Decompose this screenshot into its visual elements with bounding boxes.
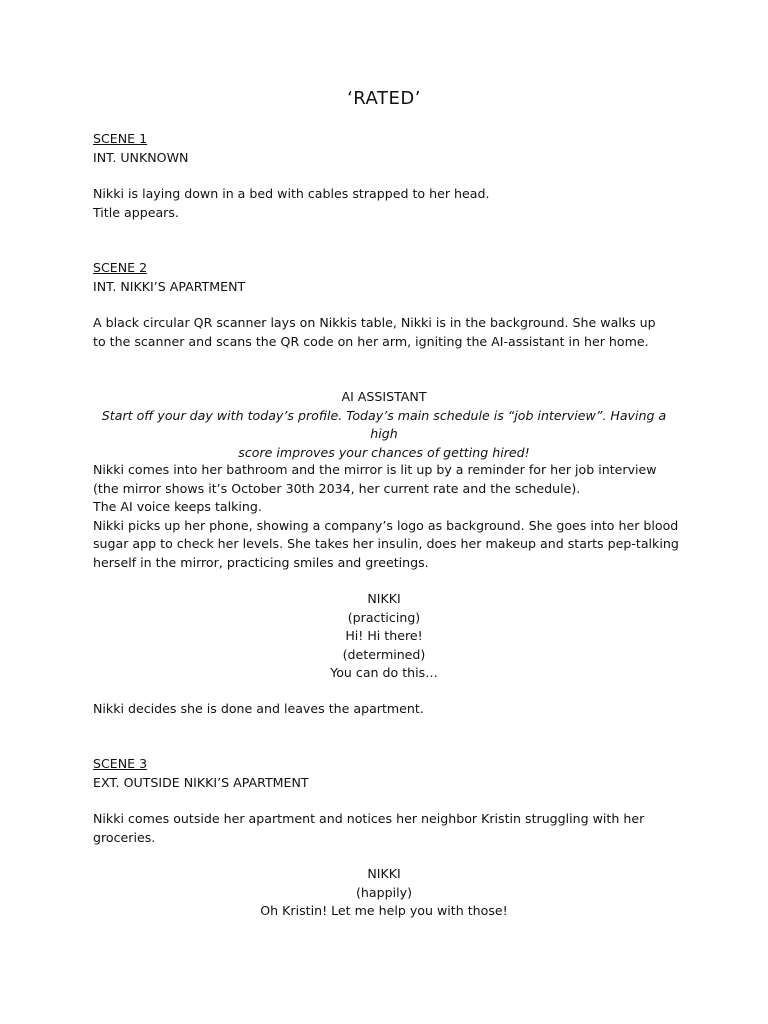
action-line: groceries.: [93, 829, 156, 845]
scene-2-action-3: [93, 700, 683, 719]
nikki-dialogue-2: [93, 865, 675, 921]
action-line: Nikki is laying down in a bed with cables strapped to her head.: [93, 186, 490, 201]
action-line: sugar app to check her levels. She takes her insulin, does her makeup and starts pep-talking: [93, 536, 679, 551]
scene-heading: SCENE 2: [93, 260, 148, 275]
character-name: NIKKI: [367, 591, 401, 606]
action-line: (the mirror shows it’s October 30th 2034, her current rate and the schedule).: [93, 480, 581, 496]
scene-slugline: INT. NIKKI’S APARTMENT: [93, 278, 246, 294]
scene-1-header: [93, 130, 683, 167]
action-line: Nikki picks up her phone, showing a company’s logo as background. She goes into her blood: [93, 517, 679, 533]
nikki-dialogue: [93, 590, 675, 683]
action-line: Nikki comes outside her apartment and notices her neighbor Kristin struggling with her: [93, 811, 645, 826]
action-line: to the scanner and scans the QR code on her arm, igniting the AI-assistant in her home.: [93, 333, 649, 349]
scene-slugline: EXT. OUTSIDE NIKKI’S APARTMENT: [93, 774, 309, 790]
character-name: AI ASSISTANT: [341, 389, 427, 404]
character-name: NIKKI: [367, 866, 401, 881]
action-line: Nikki comes into her bathroom and the mirror is lit up by a reminder for her job interview: [93, 462, 657, 477]
scene-3-header: [93, 755, 683, 792]
scene-2-action-2: [93, 461, 683, 572]
action-line: herself in the mirror, practicing smiles and greetings.: [93, 554, 429, 570]
scene-heading: SCENE 1: [93, 131, 148, 146]
parenthetical: (happily): [356, 884, 412, 900]
script-title: ‘RATED’: [347, 88, 421, 109]
parenthetical: (determined): [342, 646, 426, 662]
dialogue-line: Start off your day with today’s profile. Today’s main schedule is “job interview”. Having a high: [101, 407, 667, 441]
scene-2-action-1: [93, 314, 683, 351]
scene-3-action: [93, 810, 683, 847]
scene-2-header: [93, 259, 683, 296]
dialogue-line: You can do this…: [330, 665, 438, 680]
scene-slugline: INT. UNKNOWN: [93, 149, 189, 165]
dialogue-line: Oh Kristin! Let me help you with those!: [260, 903, 508, 918]
ai-assistant-dialogue: [93, 388, 675, 462]
action-line: The AI voice keeps talking.: [93, 499, 262, 514]
action-line: Title appears.: [93, 204, 179, 220]
scene-heading: SCENE 3: [93, 756, 148, 771]
parenthetical: (practicing): [347, 609, 421, 625]
dialogue-line: Hi! Hi there!: [345, 628, 423, 643]
dialogue-line: score improves your chances of getting hired!: [238, 444, 530, 460]
action-line: Nikki decides she is done and leaves the apartment.: [93, 701, 424, 716]
scene-1-action: [93, 185, 683, 222]
action-line: A black circular QR scanner lays on Nikkis table, Nikki is in the background. She walks up: [93, 315, 656, 330]
